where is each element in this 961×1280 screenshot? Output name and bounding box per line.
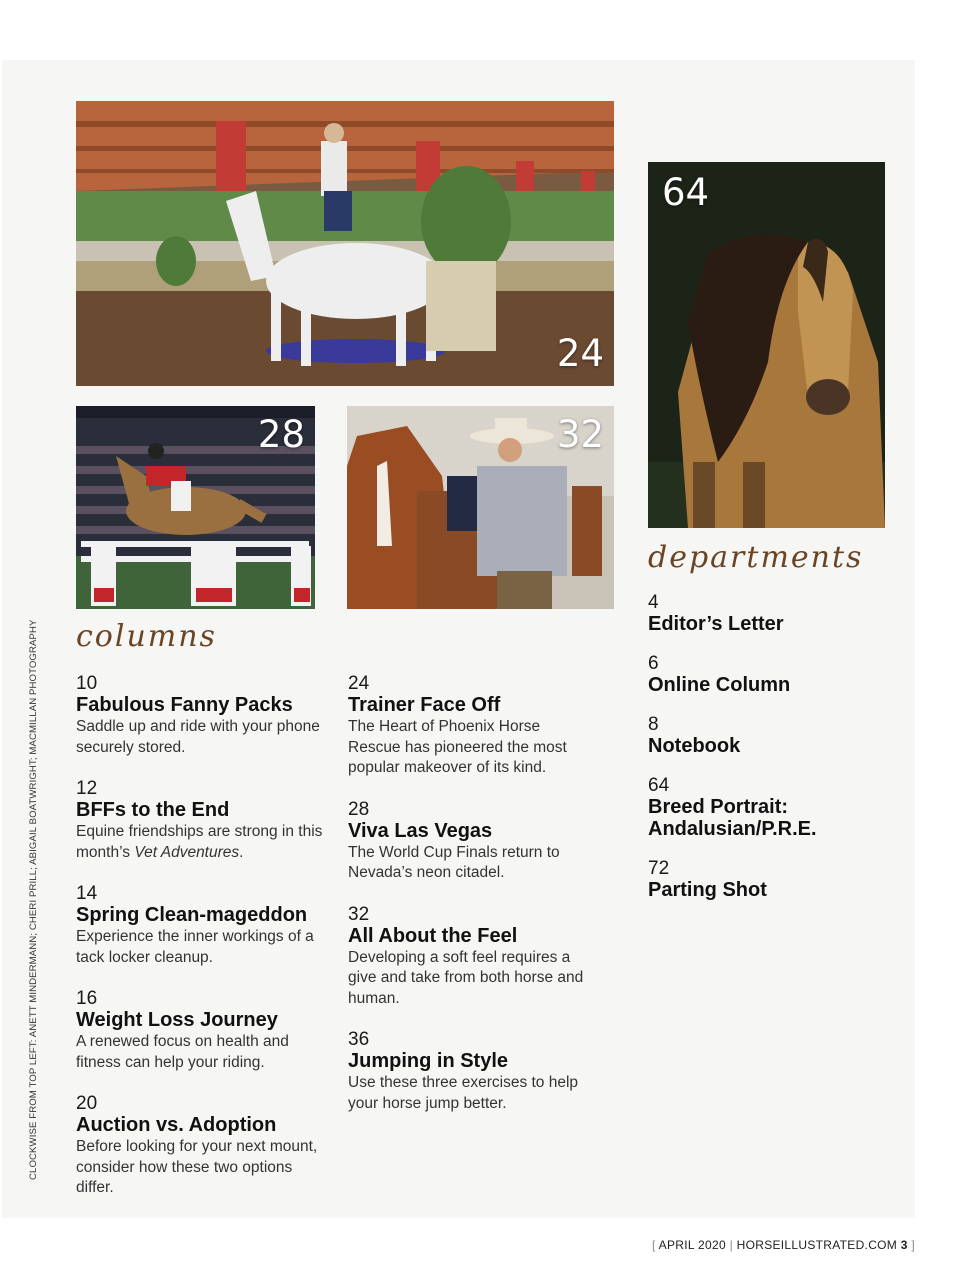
page-number: 24: [348, 673, 370, 694]
photo-number: 64: [662, 171, 710, 214]
article-description: [76, 822, 326, 863]
issue-date: APRIL 2020: [658, 1238, 726, 1252]
photo-trainer[interactable]: [347, 406, 614, 609]
photo-number: 24: [556, 332, 604, 375]
departments-heading: departments: [648, 540, 864, 575]
article-description: The Heart of Phoenix Horse Rescue has pioneered the most popular makeover of its kind.: [348, 718, 567, 776]
toc-entry[interactable]: [648, 654, 888, 696]
article-title: All About the Feel: [348, 924, 518, 947]
toc-entry[interactable]: [648, 859, 888, 901]
page-number: 12: [76, 778, 98, 799]
desc-italic: Vet Adventures: [134, 843, 240, 861]
toc-entry[interactable]: [76, 779, 326, 863]
photo-credit: CLOCKWISE FROM TOP LEFT: ANETT MINDERMANN; CHERI PRILL; ABIGAIL BOATWRIGHT; MACMILLAN PHOTOGRAPHY: [28, 619, 39, 1180]
department-title: Editor’s Letter: [648, 613, 784, 635]
article-description: Developing a soft feel requires a give and take from both horse and human.: [348, 948, 584, 1007]
article-title: Trainer Face Off: [348, 694, 501, 716]
page-number: 8: [648, 714, 659, 735]
article-title: Auction vs. Adoption: [76, 1114, 277, 1136]
toc-entry[interactable]: [348, 905, 588, 1010]
photo-jumper[interactable]: [76, 406, 315, 609]
toc-entry[interactable]: [76, 674, 326, 758]
toc-entry[interactable]: [76, 989, 326, 1073]
departments-list: [648, 593, 888, 920]
desc-end: .: [239, 843, 244, 861]
page-number: 3: [900, 1238, 908, 1252]
page-number: 10: [76, 673, 98, 694]
photo-arena[interactable]: [76, 101, 614, 386]
page-number: 32: [348, 903, 370, 925]
page-number: 16: [76, 988, 98, 1009]
article-title: Jumping in Style: [348, 1050, 509, 1072]
toc-entry[interactable]: [348, 800, 588, 884]
columns-list-middle: [348, 674, 588, 1135]
divider-icon: |: [729, 1238, 733, 1252]
department-title: Parting Shot: [648, 879, 767, 901]
article-title: BFFs to the End: [76, 799, 230, 821]
article-title: Fabulous Fanny Packs: [76, 694, 293, 716]
article-title: Weight Loss Journey: [76, 1009, 278, 1031]
toc-entry[interactable]: [348, 1030, 588, 1114]
article-title: Viva Las Vegas: [348, 819, 493, 842]
article-title: Spring Clean-mageddon: [76, 904, 308, 926]
photo-number: 28: [257, 413, 305, 456]
bracket-open-icon: [: [652, 1238, 656, 1252]
desc-text: Equine friendships are strong in this month’s: [76, 823, 323, 861]
photo-andalusian[interactable]: [648, 162, 885, 528]
article-description: Experience the inner workings of a tack locker cleanup.: [76, 928, 314, 966]
toc-entry[interactable]: [76, 1094, 326, 1199]
toc-entry[interactable]: [348, 674, 588, 779]
page-number: 4: [648, 592, 659, 613]
article-description: Use these three exercises to help your horse jump better.: [348, 1074, 579, 1112]
page-folio: [652, 1238, 915, 1252]
arena-illustration: [76, 101, 614, 386]
article-description: A renewed focus on health and fitness can help your riding.: [76, 1033, 289, 1071]
page-number: 28: [348, 798, 370, 820]
department-title: Breed Portrait: Andalusian/P.R.E.: [648, 796, 817, 840]
page-number: 64: [648, 775, 670, 796]
toc-entry[interactable]: [76, 884, 326, 968]
andalusian-illustration: [648, 162, 885, 528]
toc-entry[interactable]: [648, 715, 888, 757]
photo-number: 32: [556, 413, 604, 456]
article-description: The World Cup Finals return to Nevada’s neon citadel.: [348, 843, 560, 881]
article-description: Saddle up and ride with your phone securely stored.: [76, 718, 320, 756]
website[interactable]: HORSEILLUSTRATED.COM: [736, 1238, 898, 1252]
page-number: 6: [648, 653, 659, 674]
toc-entry[interactable]: [648, 776, 888, 840]
page-number: 72: [648, 858, 670, 879]
department-title: Notebook: [648, 735, 741, 757]
article-description: Before looking for your next mount, consider how these two options differ.: [76, 1138, 318, 1196]
columns-heading: columns: [76, 619, 217, 654]
page-number: 36: [348, 1029, 370, 1050]
page-number: 20: [76, 1093, 98, 1114]
page-number: 14: [76, 883, 98, 904]
department-title: Online Column: [648, 674, 791, 696]
toc-entry[interactable]: [648, 593, 888, 635]
columns-list-left: [76, 674, 326, 1220]
bracket-close-icon: ]: [911, 1238, 915, 1252]
